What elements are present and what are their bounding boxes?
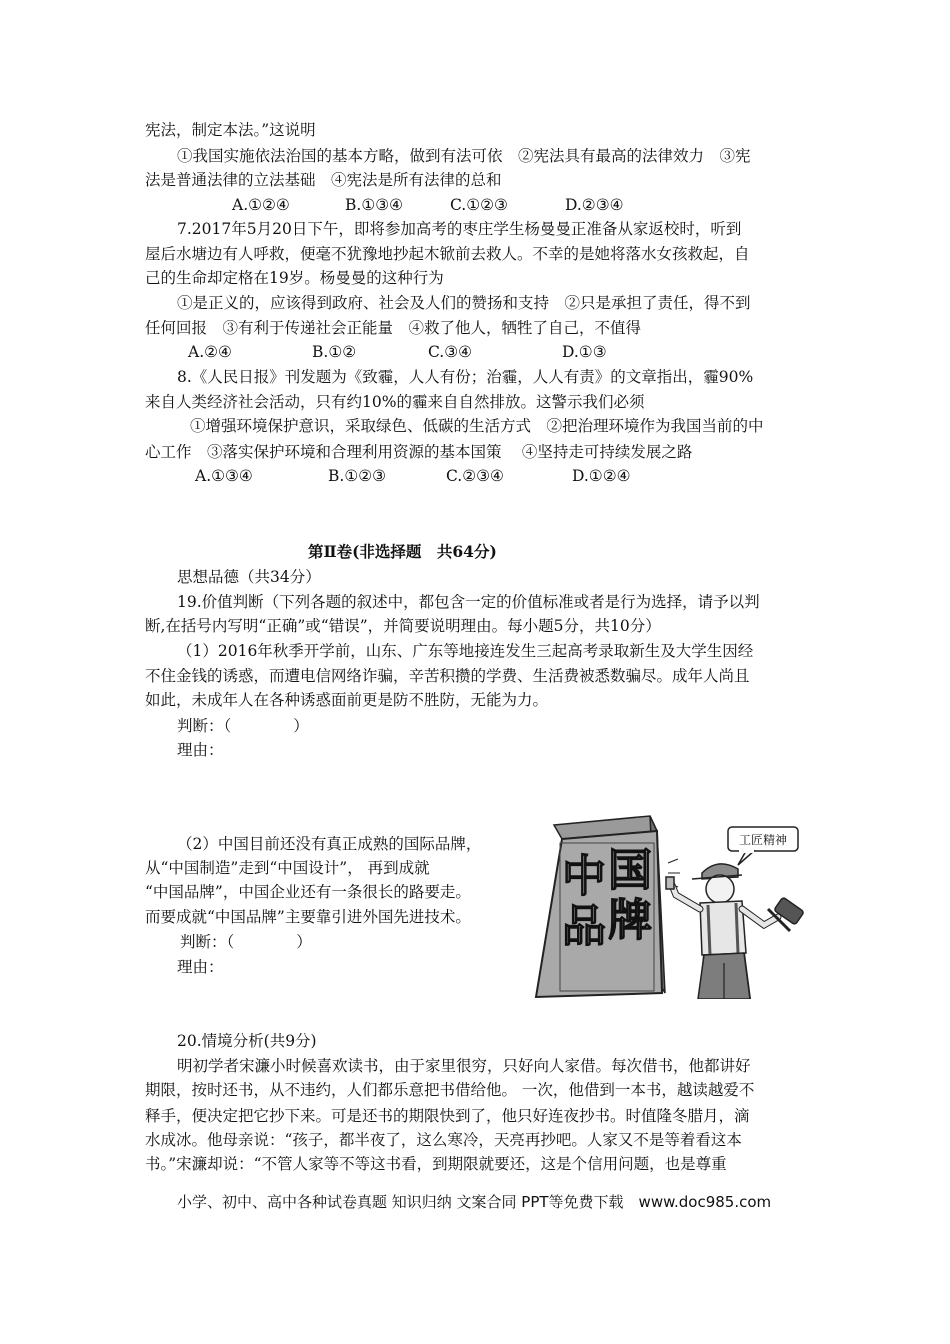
q20-line-4: 释手，便决定把它抄下来。可是还书的期限快到了，他只好连夜抄书。时值隆冬腊月，滴 (145, 1107, 750, 1125)
signboard (536, 816, 680, 997)
q19-2-judgment: 判断：（ ） (180, 933, 312, 951)
q6-option-b: B.①③④ (345, 196, 404, 214)
q19-line-2: 断,在括号内写明“正确”或“错误”，并简要说明理由。每小题5分，共10分） (145, 617, 661, 635)
subject-heading: 思想品德（共34分） (177, 568, 321, 586)
q20-line-5: 水成冰。他母亲说：“孩子，都半夜了，这么寒冷，天亮再抄吧。人家又不是等着看这本 (145, 1131, 742, 1149)
q8-line-2: 来自人类经济社会活动，只有约10%的霾来自自然排放。这警示我们必须 (145, 393, 645, 411)
q7-line-5: 任何回报 ③有利于传递社会正能量 ④救了他人，牺牲了自己，不值得 (145, 319, 642, 337)
q19-2-line-1: （2）中国目前还没有真正成熟的国际品牌， (177, 835, 482, 853)
q8-option-d: D.①②④ (572, 467, 631, 485)
sign-char-2: 国 (608, 845, 652, 896)
q6-line-2: ①我国实施依法治国的基本方略，做到有法可依 ②宪法具有最高的法律效力 ③宪 (177, 147, 751, 165)
q8-option-c: C.②③④ (446, 467, 504, 485)
q7-option-c: C.③④ (428, 343, 473, 361)
q19-1-line-3: 如此，未成年人在各种诱惑面前更是防不胜防，无能为力。 (145, 691, 549, 709)
q8-line-4: 心工作 ③落实保护环境和合理利用资源的基本国策 ④坚持走可持续发展之路 (145, 443, 693, 461)
q6-option-d: D.②③④ (565, 196, 624, 214)
q19-2-line-4: 而要成就“中国品牌”主要靠引进外国先进技术。 (145, 908, 471, 926)
q7-line-4: ①是正义的，应该得到政府、社会及人们的赞扬和支持 ②只是承担了责任，得不到 (177, 294, 751, 312)
speech-bubble (728, 827, 798, 865)
q6-line-1: 宪法，制定本法。”这说明 (145, 121, 316, 139)
q8-option-b: B.①②③ (328, 467, 387, 485)
craftsman-cartoon-illustration (532, 813, 810, 999)
q7-option-b: B.①② (312, 343, 357, 361)
q7-option-d: D.①③ (562, 343, 607, 361)
q6-option-c: C.①②③ (450, 196, 508, 214)
q19-1-line-1: （1）2016年秋季开学前，山东、广东等地接连发生三起高考录取新生及大学生因经 (177, 642, 754, 660)
q19-1-judgment: 判断：（ ） (177, 717, 309, 735)
q6-option-a: A.①②④ (232, 196, 290, 214)
speech-bubble-text: 工匠精神 (738, 833, 788, 847)
q20-line-3: 期限，按时还书，从不违约，人们都乐意把书借给他。 一次，他借到一本书，越读越爱不 (145, 1081, 755, 1099)
q20-line-2: 明初学者宋濂小时候喜欢读书，由于家里很穷，只好向人家借。每次借书，他都讲好 (177, 1057, 751, 1075)
q7-line-3: 己的生命却定格在19岁。杨曼曼的这种行为 (145, 269, 444, 287)
q8-line-1: 8.《人民日报》刊发题为《致霾，人人有份；治霾，人人有责》的文章指出，霾90% (177, 368, 754, 386)
q8-line-3: ①增强环境保护意识，采取绿色、低碳的生活方式 ②把治理环境作为我国当前的中 (190, 417, 764, 435)
q6-line-3: 法是普通法律的立法基础 ④宪法是所有法律的总和 (145, 171, 502, 189)
sign-char-1: 中 (562, 851, 606, 902)
q7-line-2: 屋后水塘边有人呼救，便毫不犹豫地抄起木锨前去救人。不幸的是她将落水女孩救起，自 (145, 245, 750, 263)
page-footer: 小学、初中、高中各种试卷真题 知识归纳 文案合同 PPT等免费下载 www.doc985.com (177, 1193, 772, 1211)
q20-line-6: 书。”宋濂却说：“不管人家等不等这书看，到期限就要还，这是个信用问题，也是尊重 (145, 1155, 727, 1173)
sign-char-4: 牌 (608, 895, 652, 946)
q8-option-a: A.①③④ (195, 467, 253, 485)
q19-2-reason: 理由： (177, 958, 224, 976)
q7-line-1: 7.2017年5月20日下午，即将参加高考的枣庄学生杨曼曼正准备从家返校时，听到 (177, 220, 742, 238)
sign-char-3: 品 (562, 901, 606, 952)
q19-line-1: 19.价值判断（下列各题的叙述中，都包含一定的价值标准或者是行为选择，请予以判 (177, 593, 760, 611)
craftsman-figure (666, 864, 804, 999)
q7-options (188, 342, 607, 362)
q20-line-1: 20.情境分析(共9分) (177, 1032, 317, 1050)
q6-options (232, 195, 624, 215)
q7-option-a: A.②④ (188, 343, 232, 361)
q19-2-line-3: “中国品牌”，中国企业还有一条很长的路要走。 (145, 883, 471, 901)
q19-1-reason: 理由： (177, 741, 224, 759)
q19-1-line-2: 不住金钱的诱惑，而遭电信网络诈骗，辛苦积攒的学费、生活费被悉数骗尽。成年人尚且 (145, 667, 750, 685)
part2-title: 第Ⅱ卷(非选择题 共64分) (308, 542, 497, 561)
q8-options (195, 466, 631, 486)
q19-2-line-2: 从“中国制造”走到“中国设计”， 再到成就 (145, 859, 430, 877)
